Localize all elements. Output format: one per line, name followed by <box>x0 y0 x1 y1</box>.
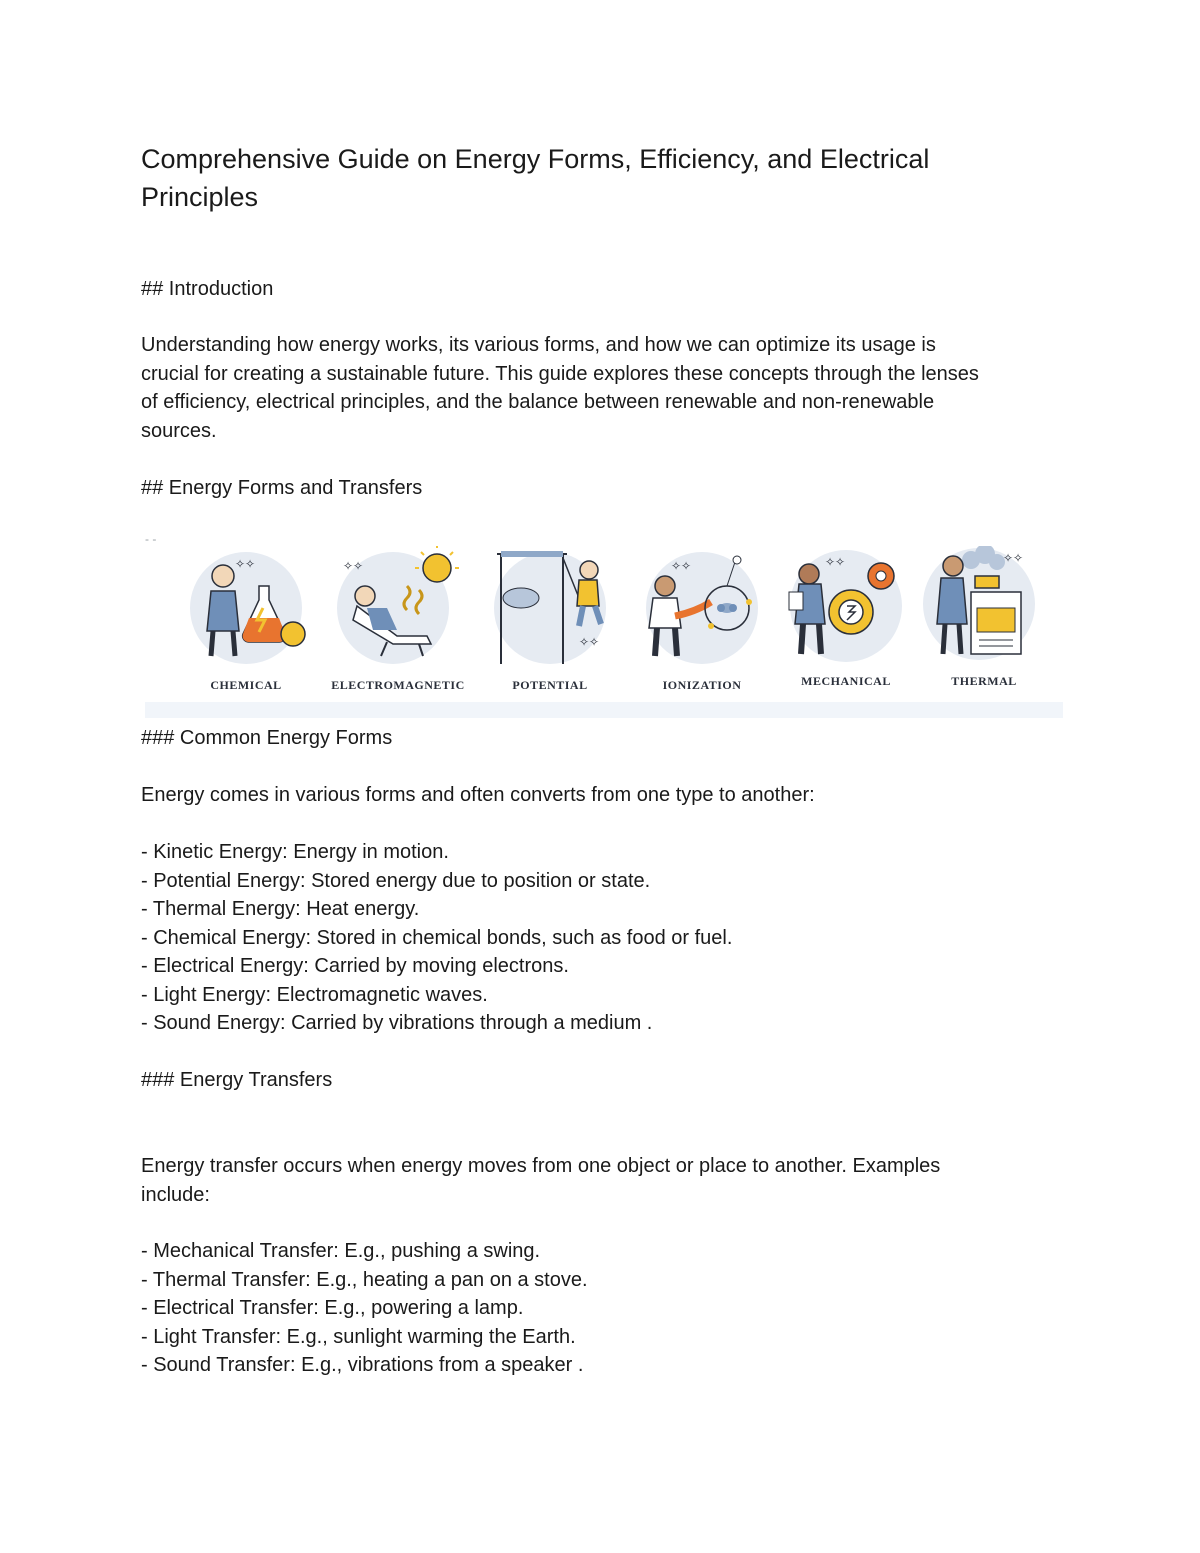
electromagnetic-sun-icon <box>327 546 469 676</box>
paragraph-line: include: <box>141 1183 210 1206</box>
list-item: - Electrical Energy: Carried by moving electrons. <box>141 955 569 977</box>
paragraph-line: sources. <box>141 419 217 442</box>
title-line: Comprehensive Guide on Energy Forms, Efficiency, and Electrical <box>141 144 930 174</box>
list-item: - Sound Energy: Carried by vibrations through a medium . <box>141 1012 653 1034</box>
list-item: - Light Energy: Electromagnetic waves. <box>141 983 488 1006</box>
svg-text:✧✧: ✧✧ <box>1003 551 1024 565</box>
list-item: - Chemical Energy: Stored in chemical bonds, such as food or fuel. <box>141 926 733 949</box>
caption-mechanical: MECHANICAL <box>801 674 891 688</box>
chemical-flasks-icon <box>175 546 317 676</box>
panel-ionization <box>631 546 773 696</box>
section-heading-energy-transfers: ### Energy Transfers <box>141 1069 333 1091</box>
svg-text:✧✧: ✧✧ <box>343 559 364 573</box>
thermal-stove-icon <box>913 546 1055 676</box>
panel-electromagnetic <box>327 546 469 696</box>
list-item: - Electrical Transfer: E.g., powering a lamp. <box>141 1297 524 1319</box>
list-item: - Potential Energy: Stored energy due to position or state. <box>141 869 651 892</box>
panel-thermal <box>913 546 1055 696</box>
document-title <box>141 140 929 216</box>
section-heading-common-forms: ### Common Energy Forms <box>141 727 393 749</box>
list-item: - Thermal Transfer: E.g., heating a pan on a stove. <box>141 1268 588 1291</box>
ionization-atom-icon <box>631 546 773 676</box>
list-item: - Light Transfer: E.g., sunlight warming the Earth. <box>141 1325 576 1348</box>
list-item: - Sound Transfer: E.g., vibrations from a speaker . <box>141 1354 584 1376</box>
list-item: - Thermal Energy: Heat energy. <box>141 898 420 920</box>
energy-forms-illustration <box>145 528 1063 718</box>
caption-thermal: THERMAL <box>951 674 1017 688</box>
section-heading-introduction: ## Introduction <box>141 278 274 300</box>
paragraph-line: Understanding how energy works, its various forms, and how we can optimize its usage is <box>141 334 936 356</box>
common-forms-list <box>141 838 732 1038</box>
list-item: - Kinetic Energy: Energy in motion. <box>141 841 449 863</box>
figure-bottom-band <box>145 702 1063 718</box>
common-forms-intro: Energy comes in various forms and often converts from one type to another: <box>141 784 815 806</box>
paragraph-line: crucial for creating a sustainable future. This guide explores these concepts through the lenses <box>141 362 979 385</box>
transfers-list <box>141 1237 588 1380</box>
list-item: - Mechanical Transfer: E.g., pushing a swing. <box>141 1240 541 1262</box>
caption-chemical: CHEMICAL <box>210 678 282 692</box>
intro-paragraph <box>141 331 979 445</box>
panel-chemical <box>175 546 317 696</box>
mechanical-gear-icon <box>775 546 917 676</box>
svg-text:✧✧: ✧✧ <box>671 559 692 573</box>
caption-ionization: IONIZATION <box>662 678 742 692</box>
caption-potential: POTENTIAL <box>512 678 588 692</box>
figure-top-marks: - - <box>145 532 157 546</box>
svg-text:✧✧: ✧✧ <box>579 635 600 649</box>
title-line: Principles <box>141 182 259 212</box>
potential-swing-icon <box>479 546 621 676</box>
svg-text:✧✧: ✧✧ <box>235 557 256 571</box>
panel-potential <box>479 546 621 696</box>
svg-text:✧✧: ✧✧ <box>825 555 846 569</box>
transfers-intro <box>141 1152 940 1209</box>
caption-electromagnetic: ELECTROMAGNETIC <box>331 678 465 692</box>
section-heading-energy-forms: ## Energy Forms and Transfers <box>141 477 423 499</box>
paragraph-line: of efficiency, electrical principles, and the balance between renewable and non-renewable <box>141 391 935 413</box>
paragraph-line: Energy transfer occurs when energy moves from one object or place to another. Examples <box>141 1155 941 1177</box>
